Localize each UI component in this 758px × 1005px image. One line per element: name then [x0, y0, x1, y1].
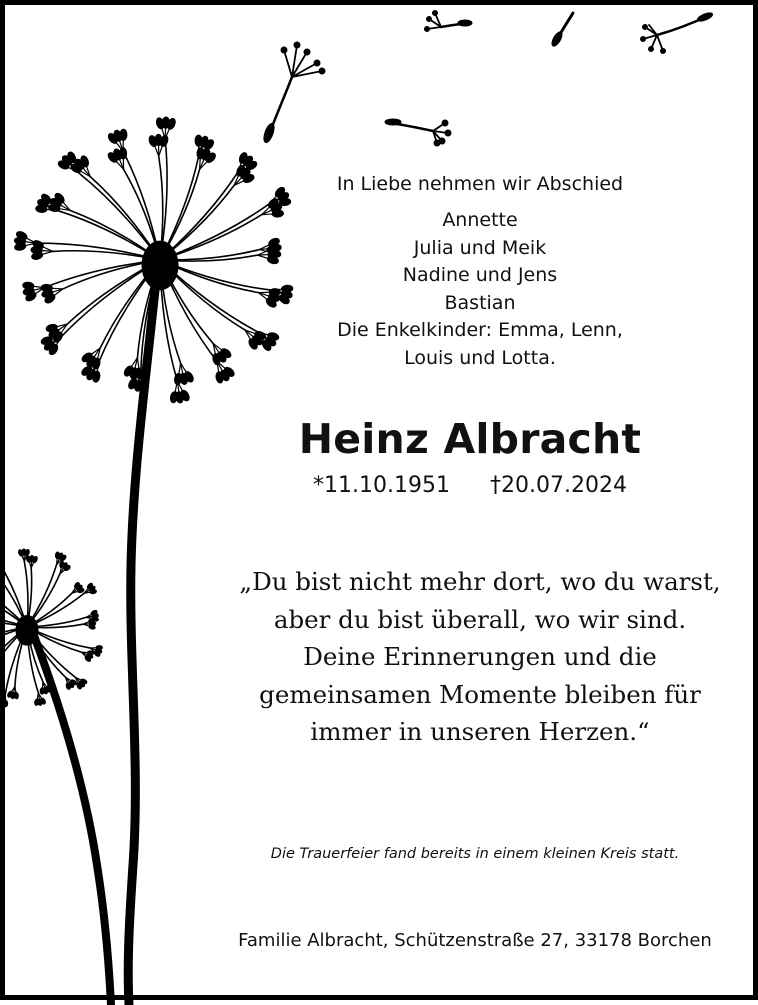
flying-seeds [262, 11, 714, 147]
large-dandelion-stem [128, 290, 155, 1005]
quote-line: „Du bist nicht mehr dort, wo du warst, [215, 563, 745, 601]
seed-5 [641, 11, 714, 53]
quote-line: Deine Erinnerungen und die [215, 638, 745, 676]
memorial-quote [215, 563, 745, 751]
mourner-list [295, 207, 665, 372]
birth-date: *11.10.1951 [313, 473, 450, 498]
large-dandelion-head [14, 117, 293, 404]
quote-line: immer in unseren Herzen.“ [215, 713, 745, 751]
quote-line: gemeinsamen Momente bleiben für [215, 676, 745, 714]
seed-3 [425, 11, 473, 32]
seed-1 [262, 42, 325, 144]
mourner-name: Annette [295, 207, 665, 235]
mourner-name: Louis und Lotta. [295, 345, 665, 373]
life-dates [235, 473, 705, 498]
quote-line: aber du bist überall, wo wir sind. [215, 601, 745, 639]
mourner-name: Nadine und Jens [295, 262, 665, 290]
mourner-name: Julia und Meik [295, 235, 665, 263]
mourner-name: Bastian [295, 290, 665, 318]
farewell-intro: In Liebe nehmen wir Abschied [295, 173, 665, 195]
death-date: †20.07.2024 [490, 473, 627, 498]
deceased-name: Heinz Albracht [235, 415, 705, 463]
funeral-note: Die Trauerfeier fand bereits in einem kleinen Kreis statt. [215, 846, 735, 862]
seed-4 [550, 13, 573, 48]
mourner-name: Die Enkelkinder: Emma, Lenn, [295, 317, 665, 345]
seed-2 [385, 119, 451, 146]
family-address: Familie Albracht, Schützenstraße 27, 33178 Borchen [195, 930, 755, 951]
